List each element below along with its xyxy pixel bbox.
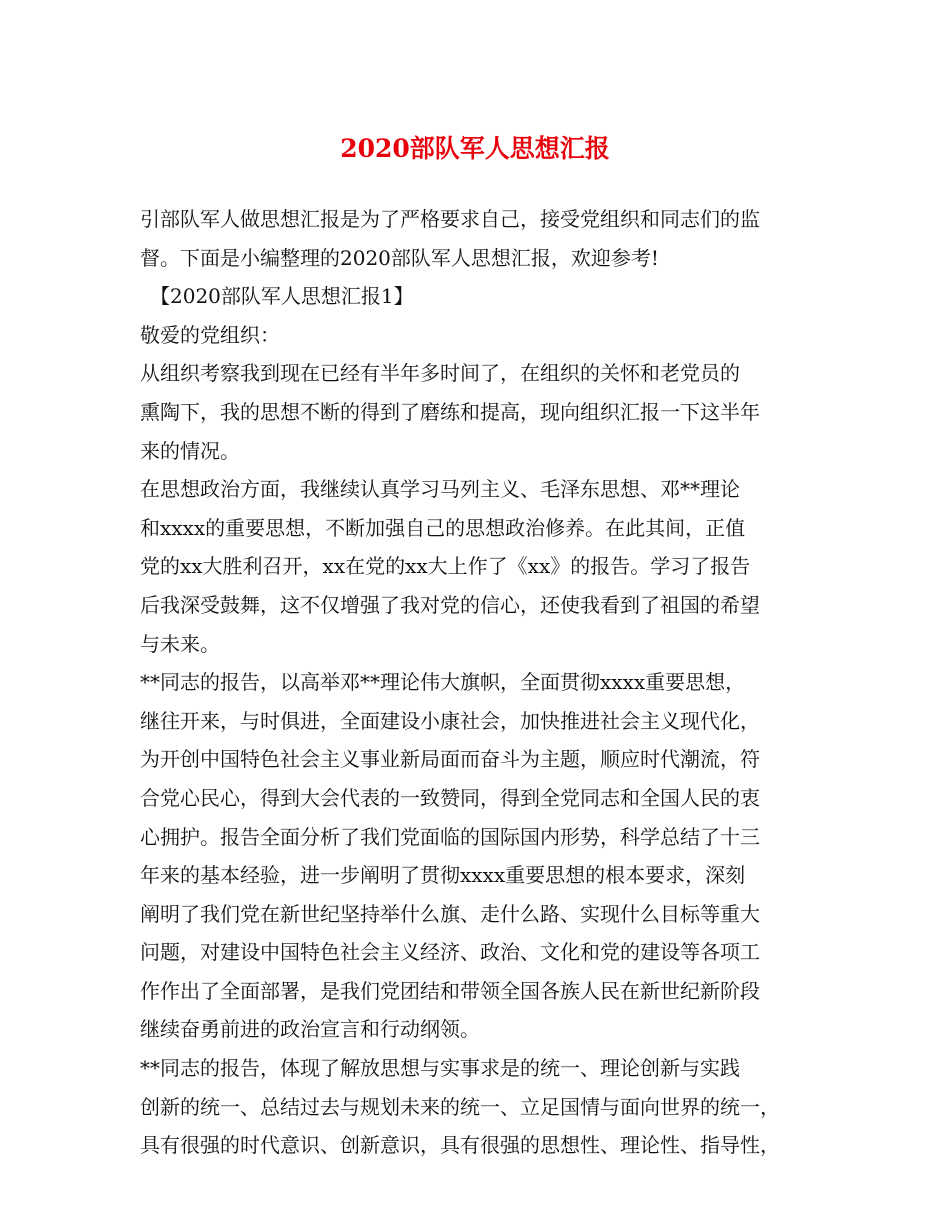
body-line: 督。下面是小编整理的2020部队军人思想汇报，欢迎参考! — [140, 245, 659, 270]
body-line: 作作出了全面部署，是我们党团结和带领全国各族人民在新世纪新阶段 — [140, 978, 760, 1003]
body-line: 与未来。 — [140, 631, 220, 656]
document-title: 2020部队军人思想汇报 — [340, 134, 610, 163]
body-line: 来的情况。 — [140, 438, 240, 463]
body-line: 熏陶下，我的思想不断的得到了磨练和提高，现向组织汇报一下这半年 — [140, 399, 760, 424]
body-line: 在思想政治方面，我继续认真学习马列主义、毛泽东思想、邓**理论 — [140, 477, 740, 502]
body-line: 继续奋勇前进的政治宣言和行动纲领。 — [140, 1017, 480, 1042]
body-line: 年来的基本经验，进一步阐明了贯彻xxxx重要思想的根本要求，深刻 — [140, 863, 746, 888]
section-heading: 【2020部队军人思想汇报1】 — [140, 284, 414, 309]
body-line: **同志的报告，以高举邓**理论伟大旗帜，全面贯彻xxxx重要思想， — [140, 670, 746, 695]
body-line: 从组织考察我到现在已经有半年多时间了，在组织的关怀和老党员的 — [140, 361, 740, 386]
body-line: **同志的报告，体现了解放思想与实事求是的统一、理论创新与实践 — [140, 1056, 740, 1081]
body-line: 后我深受鼓舞，这不仅增强了我对党的信心，还使我看到了祖国的希望 — [140, 592, 760, 617]
body-line: 继往开来，与时俱进，全面建设小康社会，加快推进社会主义现代化， — [140, 708, 760, 733]
body-line: 党的xx大胜利召开，xx在党的xx大上作了《xx》的报告。学习了报告 — [140, 554, 751, 579]
body-line: 引部队军人做思想汇报是为了严格要求自己，接受党组织和同志们的监 — [140, 207, 760, 231]
body-line: 心拥护。报告全面分析了我们党面临的国际国内形势，科学总结了十三 — [140, 824, 760, 849]
body-line: 为开创中国特色社会主义事业新局面而奋斗为主题，顺应时代潮流，符 — [140, 747, 760, 772]
body-line: 具有很强的时代意识、创新意识，具有很强的思想性、理论性、指导性， — [140, 1133, 780, 1158]
body-line: 创新的统一、总结过去与规划未来的统一、立足国情与面向世界的统一， — [140, 1094, 780, 1119]
body-line: 问题，对建设中国特色社会主义经济、政治、文化和党的建设等各项工 — [140, 940, 760, 965]
document-body — [140, 200, 830, 1165]
body-line: 合党心民心，得到大会代表的一致赞同，得到全党同志和全国人民的衷 — [140, 785, 760, 810]
salutation: 敬爱的党组织： — [140, 322, 280, 347]
body-line: 和xxxx的重要思想，不断加强自己的思想政治修养。在此其间，正值 — [140, 515, 746, 540]
body-line: 阐明了我们党在新世纪坚持举什么旗、走什么路、实现什么目标等重大 — [140, 901, 760, 926]
